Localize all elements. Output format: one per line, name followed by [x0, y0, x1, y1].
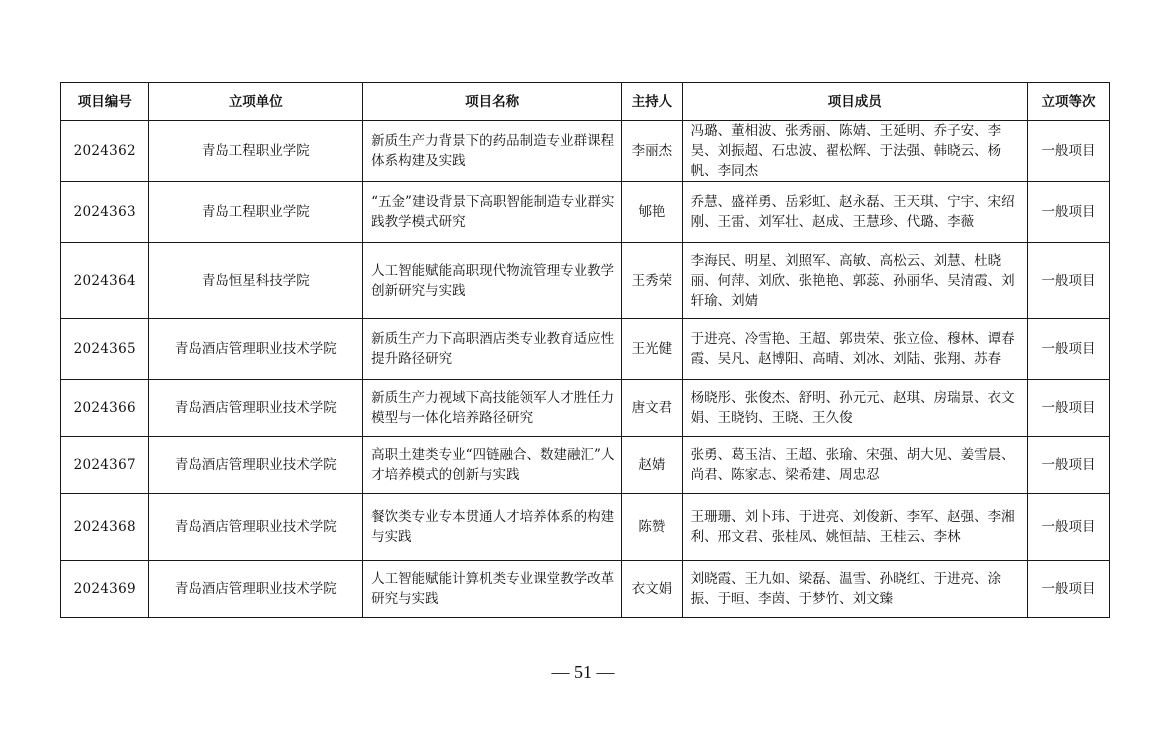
members-cell: 冯璐、董相波、张秀丽、陈婧、王延明、乔子安、李昊、刘振超、石忠波、翟松辉、于法强、韩晓云、杨帆、李同杰 — [682, 121, 1027, 182]
unit-cell: 青岛工程职业学院 — [149, 182, 363, 243]
unit-cell: 青岛工程职业学院 — [149, 121, 363, 182]
project-name-cell: 高职土建类专业“四链融合、数建融汇”人才培养模式的创新与实践 — [363, 437, 622, 494]
project-id-cell: 2024362 — [61, 121, 149, 182]
unit-cell: 青岛酒店管理职业技术学院 — [149, 380, 363, 437]
table-row — [61, 561, 1110, 618]
members-cell: 于进亮、冷雪艳、王超、郭贵荣、张立俭、穆林、谭春霞、吴凡、赵博阳、高晴、刘冰、刘陆、张翔、苏春 — [682, 319, 1027, 380]
project-name-cell: 人工智能赋能计算机类专业课堂教学改革研究与实践 — [363, 561, 622, 618]
host-cell: 衣文娟 — [622, 561, 682, 618]
project-id-cell: 2024367 — [61, 437, 149, 494]
level-cell: 一般项目 — [1027, 494, 1109, 561]
header-level: 立项等次 — [1027, 83, 1109, 121]
unit-cell: 青岛恒星科技学院 — [149, 243, 363, 319]
host-cell: 王秀荣 — [622, 243, 682, 319]
project-id-cell: 2024363 — [61, 182, 149, 243]
project-id-cell: 2024364 — [61, 243, 149, 319]
project-id-cell: 2024366 — [61, 380, 149, 437]
unit-cell: 青岛酒店管理职业技术学院 — [149, 319, 363, 380]
level-cell: 一般项目 — [1027, 121, 1109, 182]
host-cell: 郇艳 — [622, 182, 682, 243]
project-id-cell: 2024365 — [61, 319, 149, 380]
table-row — [61, 243, 1110, 319]
project-table — [60, 82, 1110, 618]
members-cell: 刘晓霞、王九如、梁磊、温雪、孙晓红、于进亮、涂振、于晅、李茵、于梦竹、刘文臻 — [682, 561, 1027, 618]
table-row — [61, 494, 1110, 561]
header-project-name: 项目名称 — [363, 83, 622, 121]
level-cell: 一般项目 — [1027, 182, 1109, 243]
project-name-cell: 新质生产力下高职酒店类专业教育适应性提升路径研究 — [363, 319, 622, 380]
header-host: 主持人 — [622, 83, 682, 121]
table-row — [61, 437, 1110, 494]
level-cell: 一般项目 — [1027, 243, 1109, 319]
members-cell: 杨晓彤、张俊杰、舒明、孙元元、赵琪、房瑞景、衣文娟、王晓钧、王晓、王久俊 — [682, 380, 1027, 437]
level-cell: 一般项目 — [1027, 561, 1109, 618]
project-id-cell: 2024368 — [61, 494, 149, 561]
header-unit: 立项单位 — [149, 83, 363, 121]
project-id-cell: 2024369 — [61, 561, 149, 618]
project-name-cell: 人工智能赋能高职现代物流管理专业教学创新研究与实践 — [363, 243, 622, 319]
header-members: 项目成员 — [682, 83, 1027, 121]
level-cell: 一般项目 — [1027, 380, 1109, 437]
host-cell: 王光健 — [622, 319, 682, 380]
project-name-cell: 新质生产力背景下的药品制造专业群课程体系构建及实践 — [363, 121, 622, 182]
project-name-cell: “五金”建设背景下高职智能制造专业群实践教学模式研究 — [363, 182, 622, 243]
members-cell: 王珊珊、刘卜玮、于进亮、刘俊新、李军、赵强、李湘利、邢文君、张桂凤、姚恒喆、王桂云、李林 — [682, 494, 1027, 561]
unit-cell: 青岛酒店管理职业技术学院 — [149, 494, 363, 561]
host-cell: 陈赞 — [622, 494, 682, 561]
host-cell: 赵婧 — [622, 437, 682, 494]
level-cell: 一般项目 — [1027, 437, 1109, 494]
unit-cell: 青岛酒店管理职业技术学院 — [149, 561, 363, 618]
table-header-row — [61, 83, 1110, 121]
host-cell: 唐文君 — [622, 380, 682, 437]
header-project-id: 项目编号 — [61, 83, 149, 121]
host-cell: 李丽杰 — [622, 121, 682, 182]
members-cell: 张勇、葛玉洁、王超、张瑜、宋强、胡大见、姜雪晨、尚君、陈家志、梁希建、周忠忍 — [682, 437, 1027, 494]
page-number: — 51 — — [551, 662, 615, 682]
members-cell: 李海民、明星、刘照军、高敏、高松云、刘慧、杜晓丽、何萍、刘欣、张艳艳、郭蕊、孙丽华、吴清霞、刘轩瑜、刘婧 — [682, 243, 1027, 319]
table-row — [61, 121, 1110, 182]
table-row — [61, 319, 1110, 380]
members-cell: 乔慧、盛祥勇、岳彩虹、赵永磊、王天琪、宁宇、宋绍刚、王雷、刘军壮、赵成、王慧珍、代璐、李薇 — [682, 182, 1027, 243]
table-row — [61, 182, 1110, 243]
unit-cell: 青岛酒店管理职业技术学院 — [149, 437, 363, 494]
table-row — [61, 380, 1110, 437]
project-name-cell: 新质生产力视域下高技能领军人才胜任力模型与一体化培养路径研究 — [363, 380, 622, 437]
project-name-cell: 餐饮类专业专本贯通人才培养体系的构建与实践 — [363, 494, 622, 561]
level-cell: 一般项目 — [1027, 319, 1109, 380]
